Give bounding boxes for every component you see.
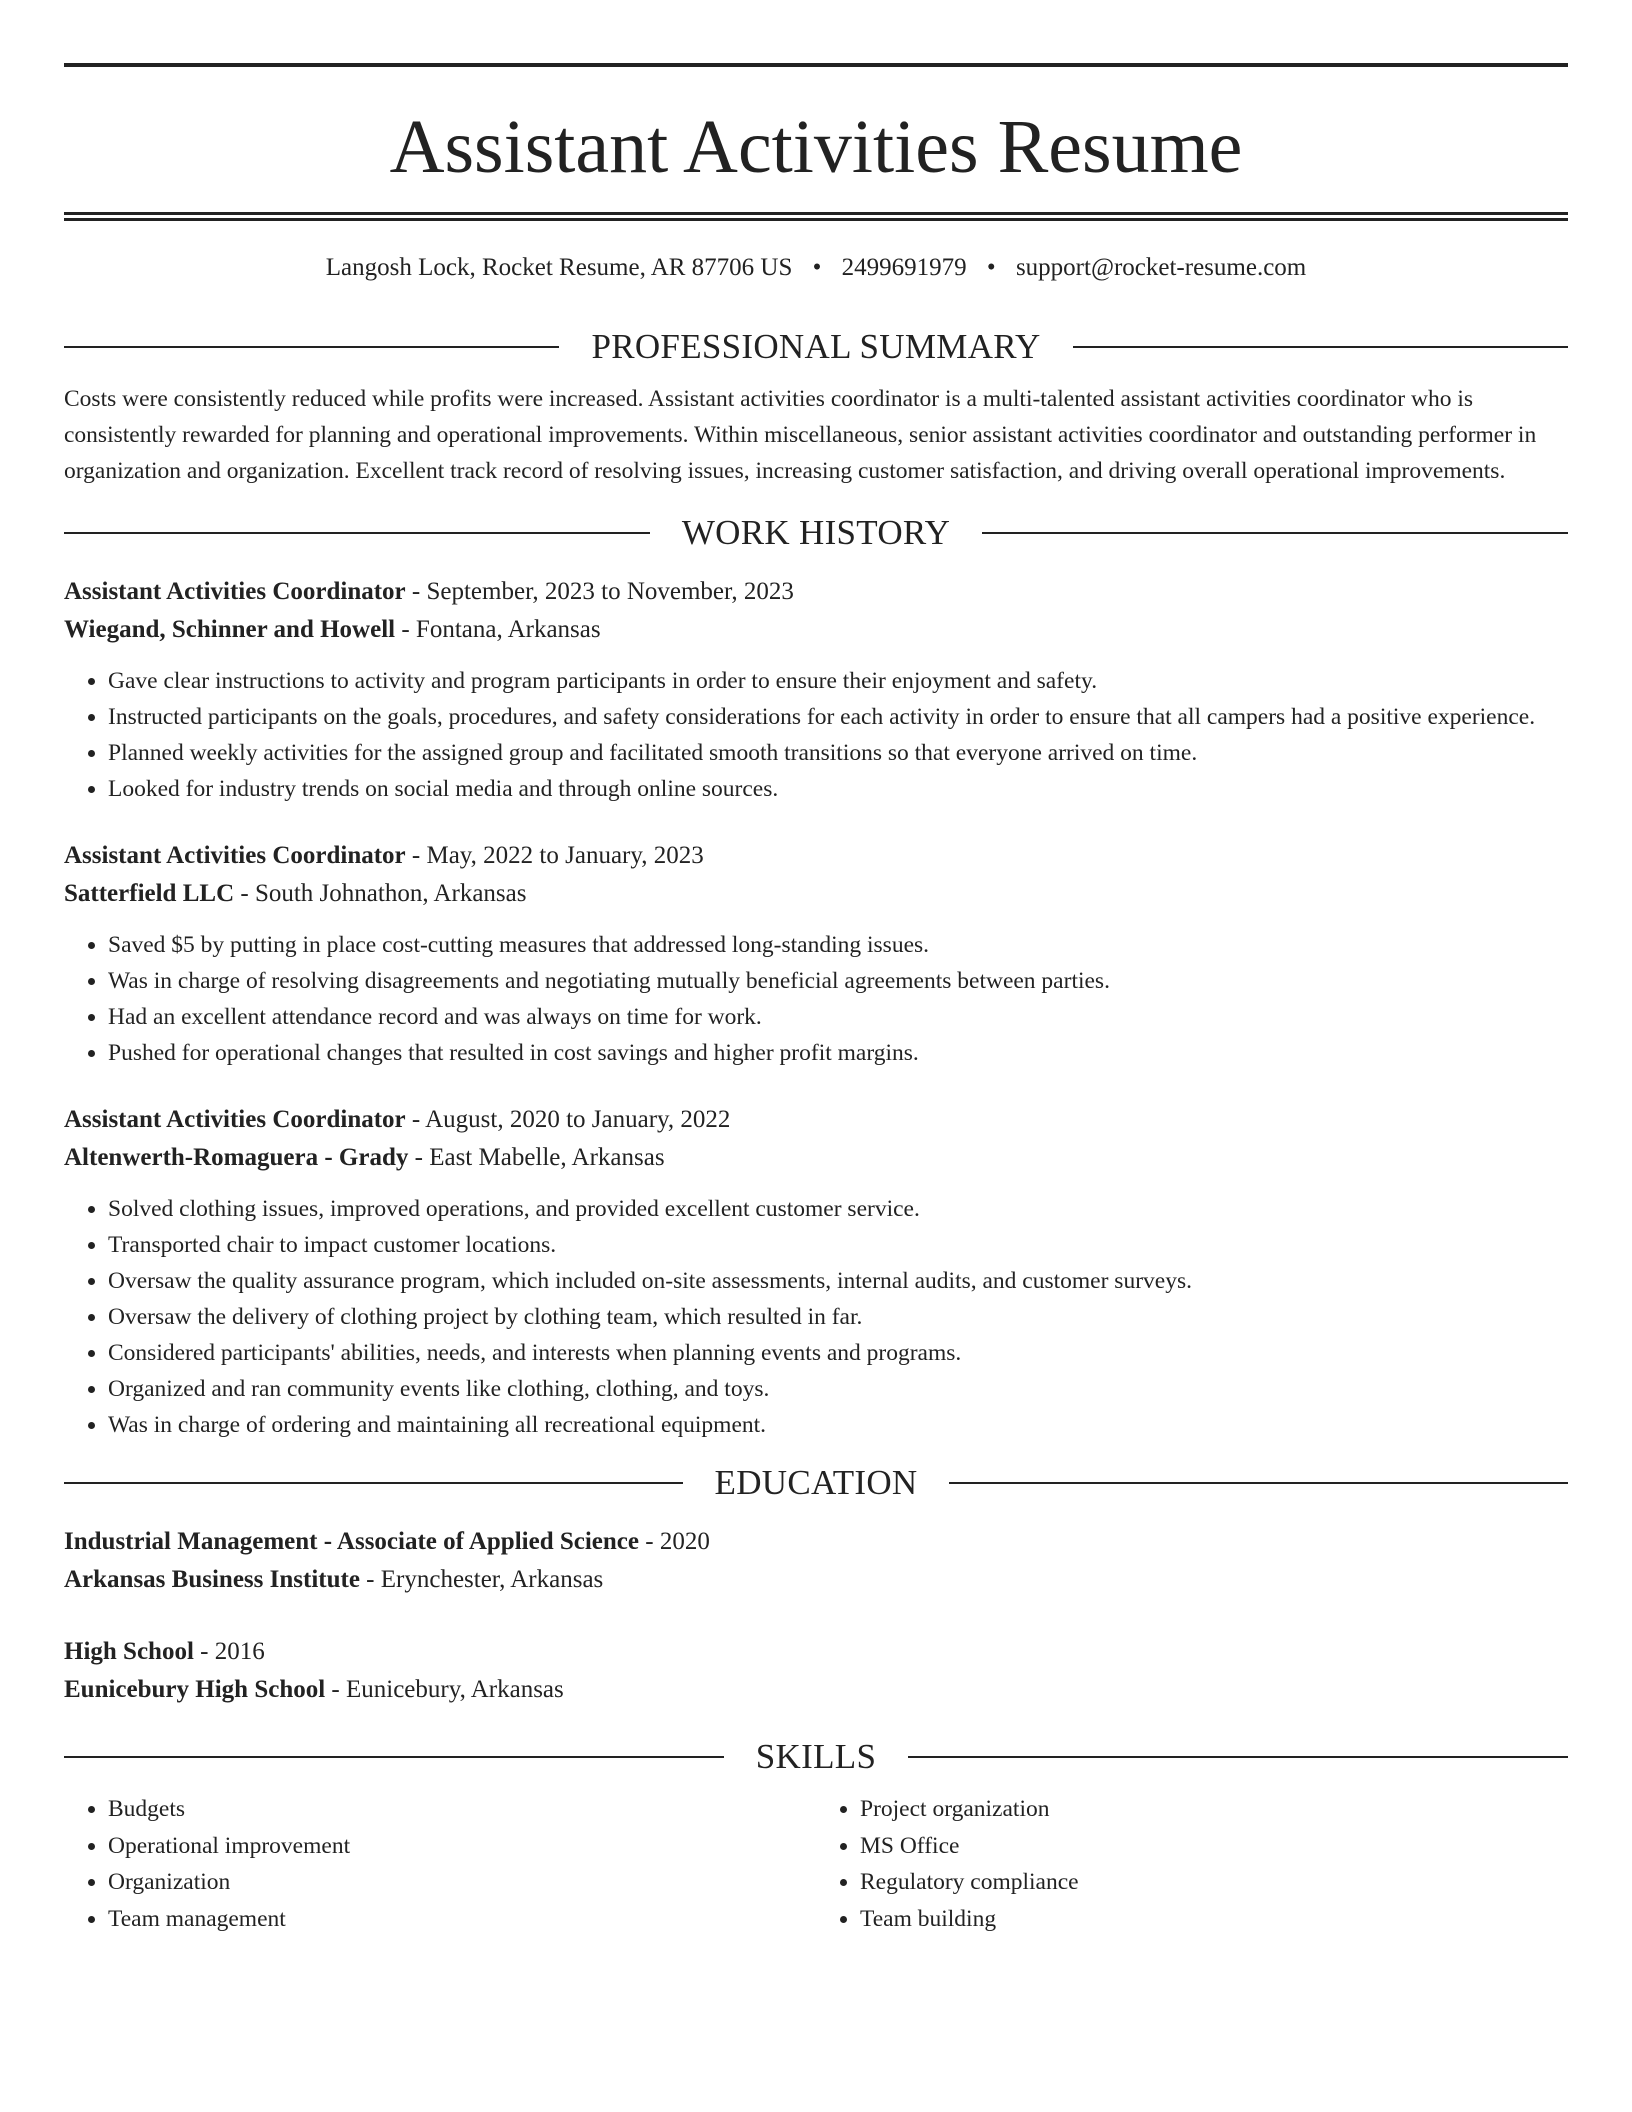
education-year: - 2016 — [193, 1638, 265, 1665]
job-company: Wiegand, Schinner and Howell — [64, 616, 396, 643]
list-item: • Pushed for operational changes that resulted in cost savings and higher profit margins. — [108, 1035, 1568, 1071]
section-heading-skills — [64, 1735, 1568, 1779]
job-bullets — [64, 663, 1568, 807]
skill-item: • Team management — [108, 1901, 816, 1938]
job-company-line — [64, 1139, 1568, 1177]
contact-separator: • — [812, 254, 822, 281]
list-item: • Was in charge of resolving disagreements and negotiating mutually beneficial agreements between parties. — [108, 963, 1568, 999]
education-entry — [64, 1523, 1568, 1599]
skill-item: • Organization — [108, 1864, 816, 1901]
job-title: Assistant Activities Coordinator — [64, 1106, 406, 1133]
page-title: Assistant Activities Resume — [389, 105, 1243, 189]
education-degree-line — [64, 1633, 1568, 1671]
skill-item: • Project organization — [860, 1791, 1568, 1828]
education-school-line — [64, 1561, 1568, 1599]
contact-address: Langosh Lock, Rocket Resume, AR 87706 US — [325, 254, 793, 281]
section-title: WORK HISTORY — [681, 513, 951, 552]
job-title: Assistant Activities Coordinator — [64, 578, 406, 605]
skill-item: • Team building — [860, 1901, 1568, 1938]
job-title-line — [64, 573, 1568, 611]
job-dates: - August, 2020 to January, 2022 — [405, 1106, 731, 1133]
job-company-line — [64, 611, 1568, 649]
skill-item: • MS Office — [860, 1828, 1568, 1865]
job-title: Assistant Activities Coordinator — [64, 842, 406, 869]
top-rule — [64, 63, 1568, 67]
contact-separator: • — [986, 254, 996, 281]
job-bullets — [64, 1191, 1568, 1443]
list-item: • Oversaw the quality assurance program, which included on-site assessments, internal audits, and customer surveys. — [108, 1263, 1568, 1299]
education-school-line — [64, 1671, 1568, 1709]
job-dates: - May, 2022 to January, 2023 — [405, 842, 704, 869]
job-company-line — [64, 875, 1568, 913]
job-company: Satterfield LLC — [64, 880, 235, 907]
list-item: • Solved clothing issues, improved operations, and provided excellent customer service. — [108, 1191, 1568, 1227]
summary-text: Costs were consistently reduced while profits were increased. Assistant activities coordinator is a multi-talented assistant activities coordinator who is consistently rewarded for planning and operational improvements. Within miscellaneous, senior assistant activities coordinator and outstanding performer in organization and organization. Excellent track record of resolving issues, increasing customer satisfaction, and driving overall operational improvements. — [64, 386, 1537, 484]
section-title: PROFESSIONAL SUMMARY — [591, 327, 1041, 366]
skills-column-left — [64, 1791, 816, 1937]
heading-rule — [64, 346, 559, 348]
skill-item: • Regulatory compliance — [860, 1864, 1568, 1901]
education-degree: High School — [64, 1638, 194, 1665]
education-entry — [64, 1633, 1568, 1709]
education-location: - Eunicebury, Arkansas — [325, 1676, 564, 1703]
heading-rule — [64, 532, 650, 534]
heading-rule — [64, 1482, 683, 1484]
education-location: - Erynchester, Arkansas — [359, 1566, 604, 1593]
job-entry — [64, 573, 1568, 807]
education-year: - 2020 — [639, 1528, 710, 1555]
list-item: • Looked for industry trends on social media and through online sources. — [108, 771, 1568, 807]
skill-item: • Budgets — [108, 1791, 816, 1828]
heading-rule — [1073, 346, 1568, 348]
job-location: - East Mabelle, Arkansas — [408, 1144, 665, 1171]
job-location: - Fontana, Arkansas — [395, 616, 601, 643]
heading-rule — [64, 1756, 724, 1758]
education-school: Eunicebury High School — [64, 1676, 326, 1703]
heading-rule — [949, 1482, 1568, 1484]
list-item: • Planned weekly activities for the assigned group and facilitated smooth transitions so that everyone arrived on time. — [108, 735, 1568, 771]
contact-line — [64, 251, 1568, 285]
education-degree-line — [64, 1523, 1568, 1561]
list-item: • Instructed participants on the goals, procedures, and safety considerations for each activity in order to ensure that all campers had a positive experience. — [108, 699, 1568, 735]
list-item: • Considered participants' abilities, needs, and interests when planning events and programs. — [108, 1335, 1568, 1371]
job-dates: - September, 2023 to November, 2023 — [405, 578, 794, 605]
job-title-line — [64, 1101, 1568, 1139]
list-item: • Oversaw the delivery of clothing project by clothing team, which resulted in far. — [108, 1299, 1568, 1335]
title-double-rule — [64, 212, 1568, 221]
section-heading-education — [64, 1461, 1568, 1505]
list-item: • Saved $5 by putting in place cost-cutting measures that addressed long-standing issues. — [108, 927, 1568, 963]
section-heading-summary — [64, 325, 1568, 369]
list-item: • Was in charge of ordering and maintaining all recreational equipment. — [108, 1407, 1568, 1443]
job-entry — [64, 837, 1568, 1071]
skill-item: • Operational improvement — [108, 1828, 816, 1865]
list-item: • Transported chair to impact customer locations. — [108, 1227, 1568, 1263]
section-title: SKILLS — [755, 1737, 877, 1776]
list-item: • Had an excellent attendance record and was always on time for work. — [108, 999, 1568, 1035]
contact-phone: 2499691979 — [841, 254, 967, 281]
skills-list — [64, 1791, 1568, 1937]
list-item: • Organized and ran community events like clothing, clothing, and toys. — [108, 1371, 1568, 1407]
section-title: EDUCATION — [714, 1463, 918, 1502]
education-degree: Industrial Management - Associate of Applied Science — [64, 1528, 639, 1555]
list-item: • Gave clear instructions to activity and program participants in order to ensure their enjoyment and safety. — [108, 663, 1568, 699]
job-location: - South Johnathon, Arkansas — [234, 880, 527, 907]
education-school: Arkansas Business Institute — [64, 1566, 360, 1593]
heading-rule — [982, 532, 1568, 534]
resume-page — [64, 63, 1568, 1937]
skills-column-right — [816, 1791, 1568, 1937]
job-entry — [64, 1101, 1568, 1443]
contact-email: support@rocket-resume.com — [1015, 254, 1307, 281]
heading-rule — [908, 1756, 1568, 1758]
job-title-line — [64, 837, 1568, 875]
job-bullets — [64, 927, 1568, 1071]
job-company: Altenwerth-Romaguera - Grady — [64, 1144, 409, 1171]
section-heading-work — [64, 511, 1568, 555]
